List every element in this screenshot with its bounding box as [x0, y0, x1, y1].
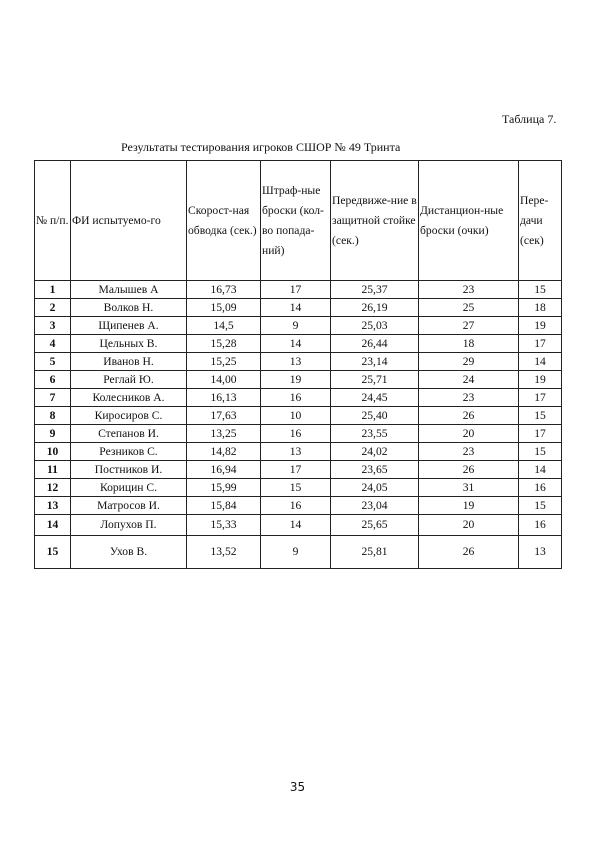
table-cell: 16,13 — [187, 389, 261, 407]
column-header-label: № п/п. — [36, 213, 69, 227]
table-cell: 25 — [419, 299, 519, 317]
table-cell: 16 — [261, 425, 331, 443]
table-cell: Ухов В. — [71, 536, 187, 569]
table-header-row — [35, 161, 562, 281]
table-cell: Реглай Ю. — [71, 371, 187, 389]
column-header-label: Передвиже-ние в защитной стойке (сек.) — [332, 193, 417, 247]
results-table — [34, 160, 562, 569]
table-cell: 13 — [261, 443, 331, 461]
row-number-cell: 6 — [35, 371, 71, 389]
table-cell: 15,25 — [187, 353, 261, 371]
table-row — [35, 515, 562, 536]
table-cell: 23,14 — [331, 353, 419, 371]
table-cell: Волков Н. — [71, 299, 187, 317]
table-cell: 23,55 — [331, 425, 419, 443]
table-cell: 24,05 — [331, 479, 419, 497]
table-row — [35, 479, 562, 497]
table-cell: Корицин С. — [71, 479, 187, 497]
row-number-cell: 7 — [35, 389, 71, 407]
table-cell: 20 — [419, 425, 519, 443]
table-row — [35, 371, 562, 389]
table-cell: 27 — [419, 317, 519, 335]
table-cell: 16 — [261, 497, 331, 515]
table-cell: 19 — [261, 371, 331, 389]
table-cell: 26 — [419, 536, 519, 569]
table-row — [35, 389, 562, 407]
table-cell: 24 — [419, 371, 519, 389]
column-header-label: Дистанцион-ные броски (очки) — [420, 203, 504, 237]
table-cell: 26 — [419, 407, 519, 425]
table-cell: 15 — [519, 407, 562, 425]
table-cell: Цельных В. — [71, 335, 187, 353]
table-cell: 25,65 — [331, 515, 419, 536]
table-cell: 23 — [419, 443, 519, 461]
table-cell: 19 — [519, 317, 562, 335]
table-row — [35, 536, 562, 569]
table-cell: 15,84 — [187, 497, 261, 515]
table-cell: 14 — [261, 299, 331, 317]
table-cell: 13 — [519, 536, 562, 569]
table-cell: 16 — [519, 515, 562, 536]
table-cell: 20 — [419, 515, 519, 536]
table-label: Таблица 7. — [502, 112, 557, 126]
table-cell: Резников С. — [71, 443, 187, 461]
table-caption: Результаты тестирования игроков СШОР № 49 Тринта — [121, 140, 401, 154]
row-number-cell: 13 — [35, 497, 71, 515]
table-cell: 15,99 — [187, 479, 261, 497]
table-cell: Киросиров С. — [71, 407, 187, 425]
column-header — [261, 161, 331, 281]
table-cell: 14,00 — [187, 371, 261, 389]
table-cell: 29 — [419, 353, 519, 371]
table-cell: 15 — [261, 479, 331, 497]
column-header — [519, 161, 562, 281]
table-cell: 25,40 — [331, 407, 419, 425]
page-number: 35 — [289, 780, 306, 794]
table-cell: 19 — [519, 371, 562, 389]
row-number-cell: 8 — [35, 407, 71, 425]
table-cell: 23 — [419, 389, 519, 407]
row-number-cell: 12 — [35, 479, 71, 497]
table-cell: 13,52 — [187, 536, 261, 569]
table-cell: 16,73 — [187, 281, 261, 299]
table-cell: 17 — [519, 425, 562, 443]
column-header — [331, 161, 419, 281]
column-header-label: Пере-дачи (сек) — [520, 193, 549, 247]
table-cell: Лопухов П. — [71, 515, 187, 536]
table-cell: 15 — [519, 497, 562, 515]
column-header — [35, 161, 71, 281]
table-cell: 18 — [519, 299, 562, 317]
table-cell: 14 — [519, 353, 562, 371]
table-cell: 10 — [261, 407, 331, 425]
table-cell: 31 — [419, 479, 519, 497]
table-cell: 14,5 — [187, 317, 261, 335]
table-cell: 16 — [261, 389, 331, 407]
table-row — [35, 461, 562, 479]
table-row — [35, 407, 562, 425]
table-cell: 17 — [261, 281, 331, 299]
table-cell: Степанов И. — [71, 425, 187, 443]
table-cell: Колесников А. — [71, 389, 187, 407]
column-header-label: Скорост-ная обводка (сек.) — [188, 203, 257, 237]
row-number-cell: 9 — [35, 425, 71, 443]
table-cell: 24,02 — [331, 443, 419, 461]
row-number-cell: 4 — [35, 335, 71, 353]
column-header-label: ФИ испытуемо-го — [72, 213, 161, 227]
table-row — [35, 425, 562, 443]
table-cell: 26,19 — [331, 299, 419, 317]
table-cell: 16,94 — [187, 461, 261, 479]
column-header — [419, 161, 519, 281]
table-cell: 16 — [519, 479, 562, 497]
table-cell: 25,37 — [331, 281, 419, 299]
table-cell: 15,28 — [187, 335, 261, 353]
table-row — [35, 335, 562, 353]
table-cell: 15,33 — [187, 515, 261, 536]
row-number-cell: 10 — [35, 443, 71, 461]
table-cell: Малышев А — [71, 281, 187, 299]
table-row — [35, 299, 562, 317]
table-cell: 15,09 — [187, 299, 261, 317]
table-row — [35, 497, 562, 515]
table-cell: 17 — [519, 389, 562, 407]
table-cell: 25,71 — [331, 371, 419, 389]
column-header — [187, 161, 261, 281]
row-number-cell: 14 — [35, 515, 71, 536]
row-number-cell: 5 — [35, 353, 71, 371]
table-cell: 17 — [519, 335, 562, 353]
table-cell: 9 — [261, 536, 331, 569]
row-number-cell: 15 — [35, 536, 71, 569]
row-number-cell: 3 — [35, 317, 71, 335]
table-cell: 19 — [419, 497, 519, 515]
table-cell: 14 — [519, 461, 562, 479]
table-cell: 9 — [261, 317, 331, 335]
table-cell: 14 — [261, 335, 331, 353]
table-cell: 15 — [519, 281, 562, 299]
table-cell: Щипенев А. — [71, 317, 187, 335]
table-row — [35, 281, 562, 299]
table-cell: 26,44 — [331, 335, 419, 353]
table-cell: 15 — [519, 443, 562, 461]
table-cell: 25,81 — [331, 536, 419, 569]
table-cell: 18 — [419, 335, 519, 353]
table-cell: 25,03 — [331, 317, 419, 335]
table-row — [35, 443, 562, 461]
table-cell: 23,65 — [331, 461, 419, 479]
table-cell: 13,25 — [187, 425, 261, 443]
table-cell: 13 — [261, 353, 331, 371]
table-cell: 23 — [419, 281, 519, 299]
table-cell: Иванов Н. — [71, 353, 187, 371]
table-cell: 17 — [261, 461, 331, 479]
table-cell: 23,04 — [331, 497, 419, 515]
table-cell: Матросов И. — [71, 497, 187, 515]
table-row — [35, 353, 562, 371]
column-header — [71, 161, 187, 281]
column-header-label: Штраф-ные броски (кол-во попада-ний) — [262, 183, 324, 257]
table-row — [35, 317, 562, 335]
table-cell: 14 — [261, 515, 331, 536]
table-cell: 26 — [419, 461, 519, 479]
row-number-cell: 2 — [35, 299, 71, 317]
table-cell: 17,63 — [187, 407, 261, 425]
table-cell: 14,82 — [187, 443, 261, 461]
table-cell: Постников И. — [71, 461, 187, 479]
table-cell: 24,45 — [331, 389, 419, 407]
row-number-cell: 1 — [35, 281, 71, 299]
table-body — [35, 281, 562, 569]
row-number-cell: 11 — [35, 461, 71, 479]
